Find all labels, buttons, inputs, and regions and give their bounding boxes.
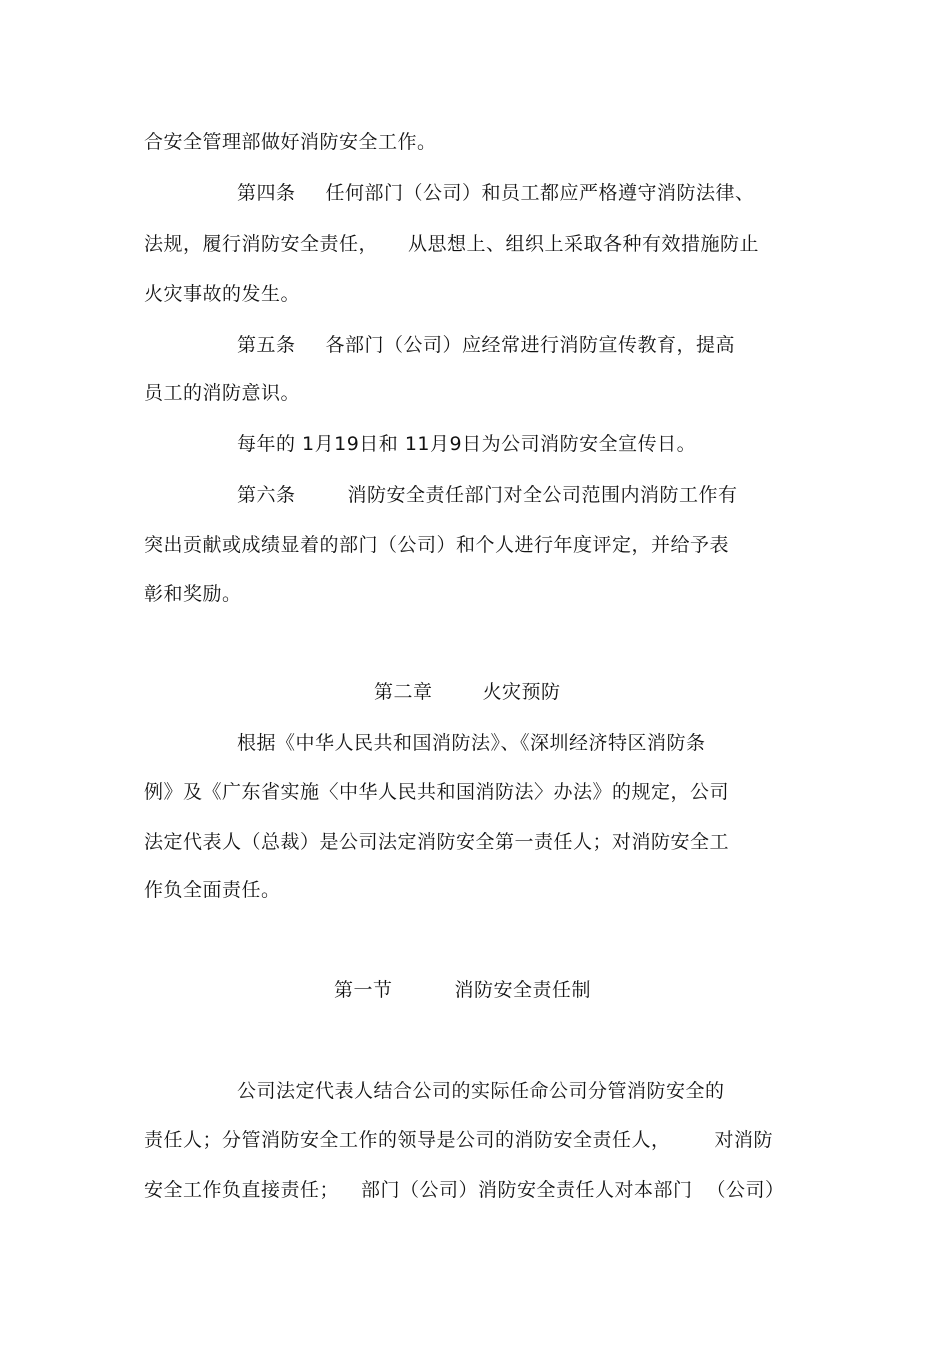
- article-6-line-2: [144, 533, 729, 557]
- text: 从思想上、组织上采取各种有效措施防止: [408, 233, 760, 255]
- text: 每年的 1月19日和 11月9日为公司消防安全宣传日。: [237, 433, 697, 455]
- article-number: 第四条: [237, 182, 296, 204]
- article-6-line-1: [237, 483, 738, 507]
- text: 例》及《广东省实施〈中华人民共和国消防法〉办法》的规定，公司: [144, 781, 730, 803]
- paragraph-line: [144, 130, 437, 154]
- text: 对消防: [714, 1129, 774, 1151]
- chapter-number: 第二章: [374, 681, 433, 703]
- text: 消防安全责任部门对全公司范围内消防工作有: [347, 484, 738, 506]
- section-title: 消防安全责任制: [454, 979, 592, 1001]
- text: 根据《中华人民共和国消防法》、《深圳经济特区消防条: [237, 732, 706, 754]
- chapter-title: 火灾预防: [482, 681, 561, 703]
- article-5-line-2: [144, 381, 300, 405]
- basis-line-3: [144, 830, 729, 854]
- basis-line-4: [144, 878, 281, 902]
- text: 公司法定代表人结合公司的实际任命公司分管消防安全的: [237, 1080, 725, 1102]
- article-6-line-3: [144, 582, 242, 606]
- text: 部门（公司）消防安全责任人对本部门: [361, 1179, 693, 1201]
- responsibility-line-3: [144, 1178, 785, 1202]
- publicity-day-line: [237, 432, 696, 456]
- text: 法定代表人（总裁）是公司法定消防安全第一责任人；对消防安全工: [144, 831, 730, 853]
- article-number: 第六条: [237, 484, 296, 506]
- text: 法规，履行消防安全责任，: [144, 233, 379, 255]
- text: 作负全面责任。: [144, 879, 281, 901]
- article-4-line-2: [144, 232, 759, 256]
- article-5-line-1: [237, 333, 735, 357]
- section-number: 第一节: [334, 979, 393, 1001]
- article-number: 第五条: [237, 334, 296, 356]
- text: 各部门（公司）应经常进行消防宣传教育，提高: [325, 334, 736, 356]
- text: 彰和奖励。: [144, 583, 242, 605]
- responsibility-line-2: [144, 1128, 773, 1152]
- text: 责任人；分管消防安全工作的领导是公司的消防安全责任人，: [144, 1129, 671, 1151]
- text: 火灾事故的发生。: [144, 283, 301, 305]
- section-heading: [334, 978, 591, 1002]
- basis-line-2: [144, 780, 729, 804]
- responsibility-line-1: [237, 1079, 725, 1103]
- article-4-line-1: [237, 181, 755, 205]
- article-4-line-3: [144, 282, 300, 306]
- text: 安全工作负直接责任；: [144, 1179, 340, 1201]
- chapter-heading: [374, 680, 561, 704]
- text: 合安全管理部做好消防安全工作。: [144, 131, 437, 153]
- text: 突出贡献或成绩显着的部门（公司）和个人进行年度评定，并给予表: [144, 534, 730, 556]
- basis-line-1: [237, 731, 706, 755]
- text: （公司）: [706, 1179, 785, 1201]
- text: 任何部门（公司）和员工都应严格遵守消防法律、: [325, 182, 755, 204]
- text: 员工的消防意识。: [144, 382, 301, 404]
